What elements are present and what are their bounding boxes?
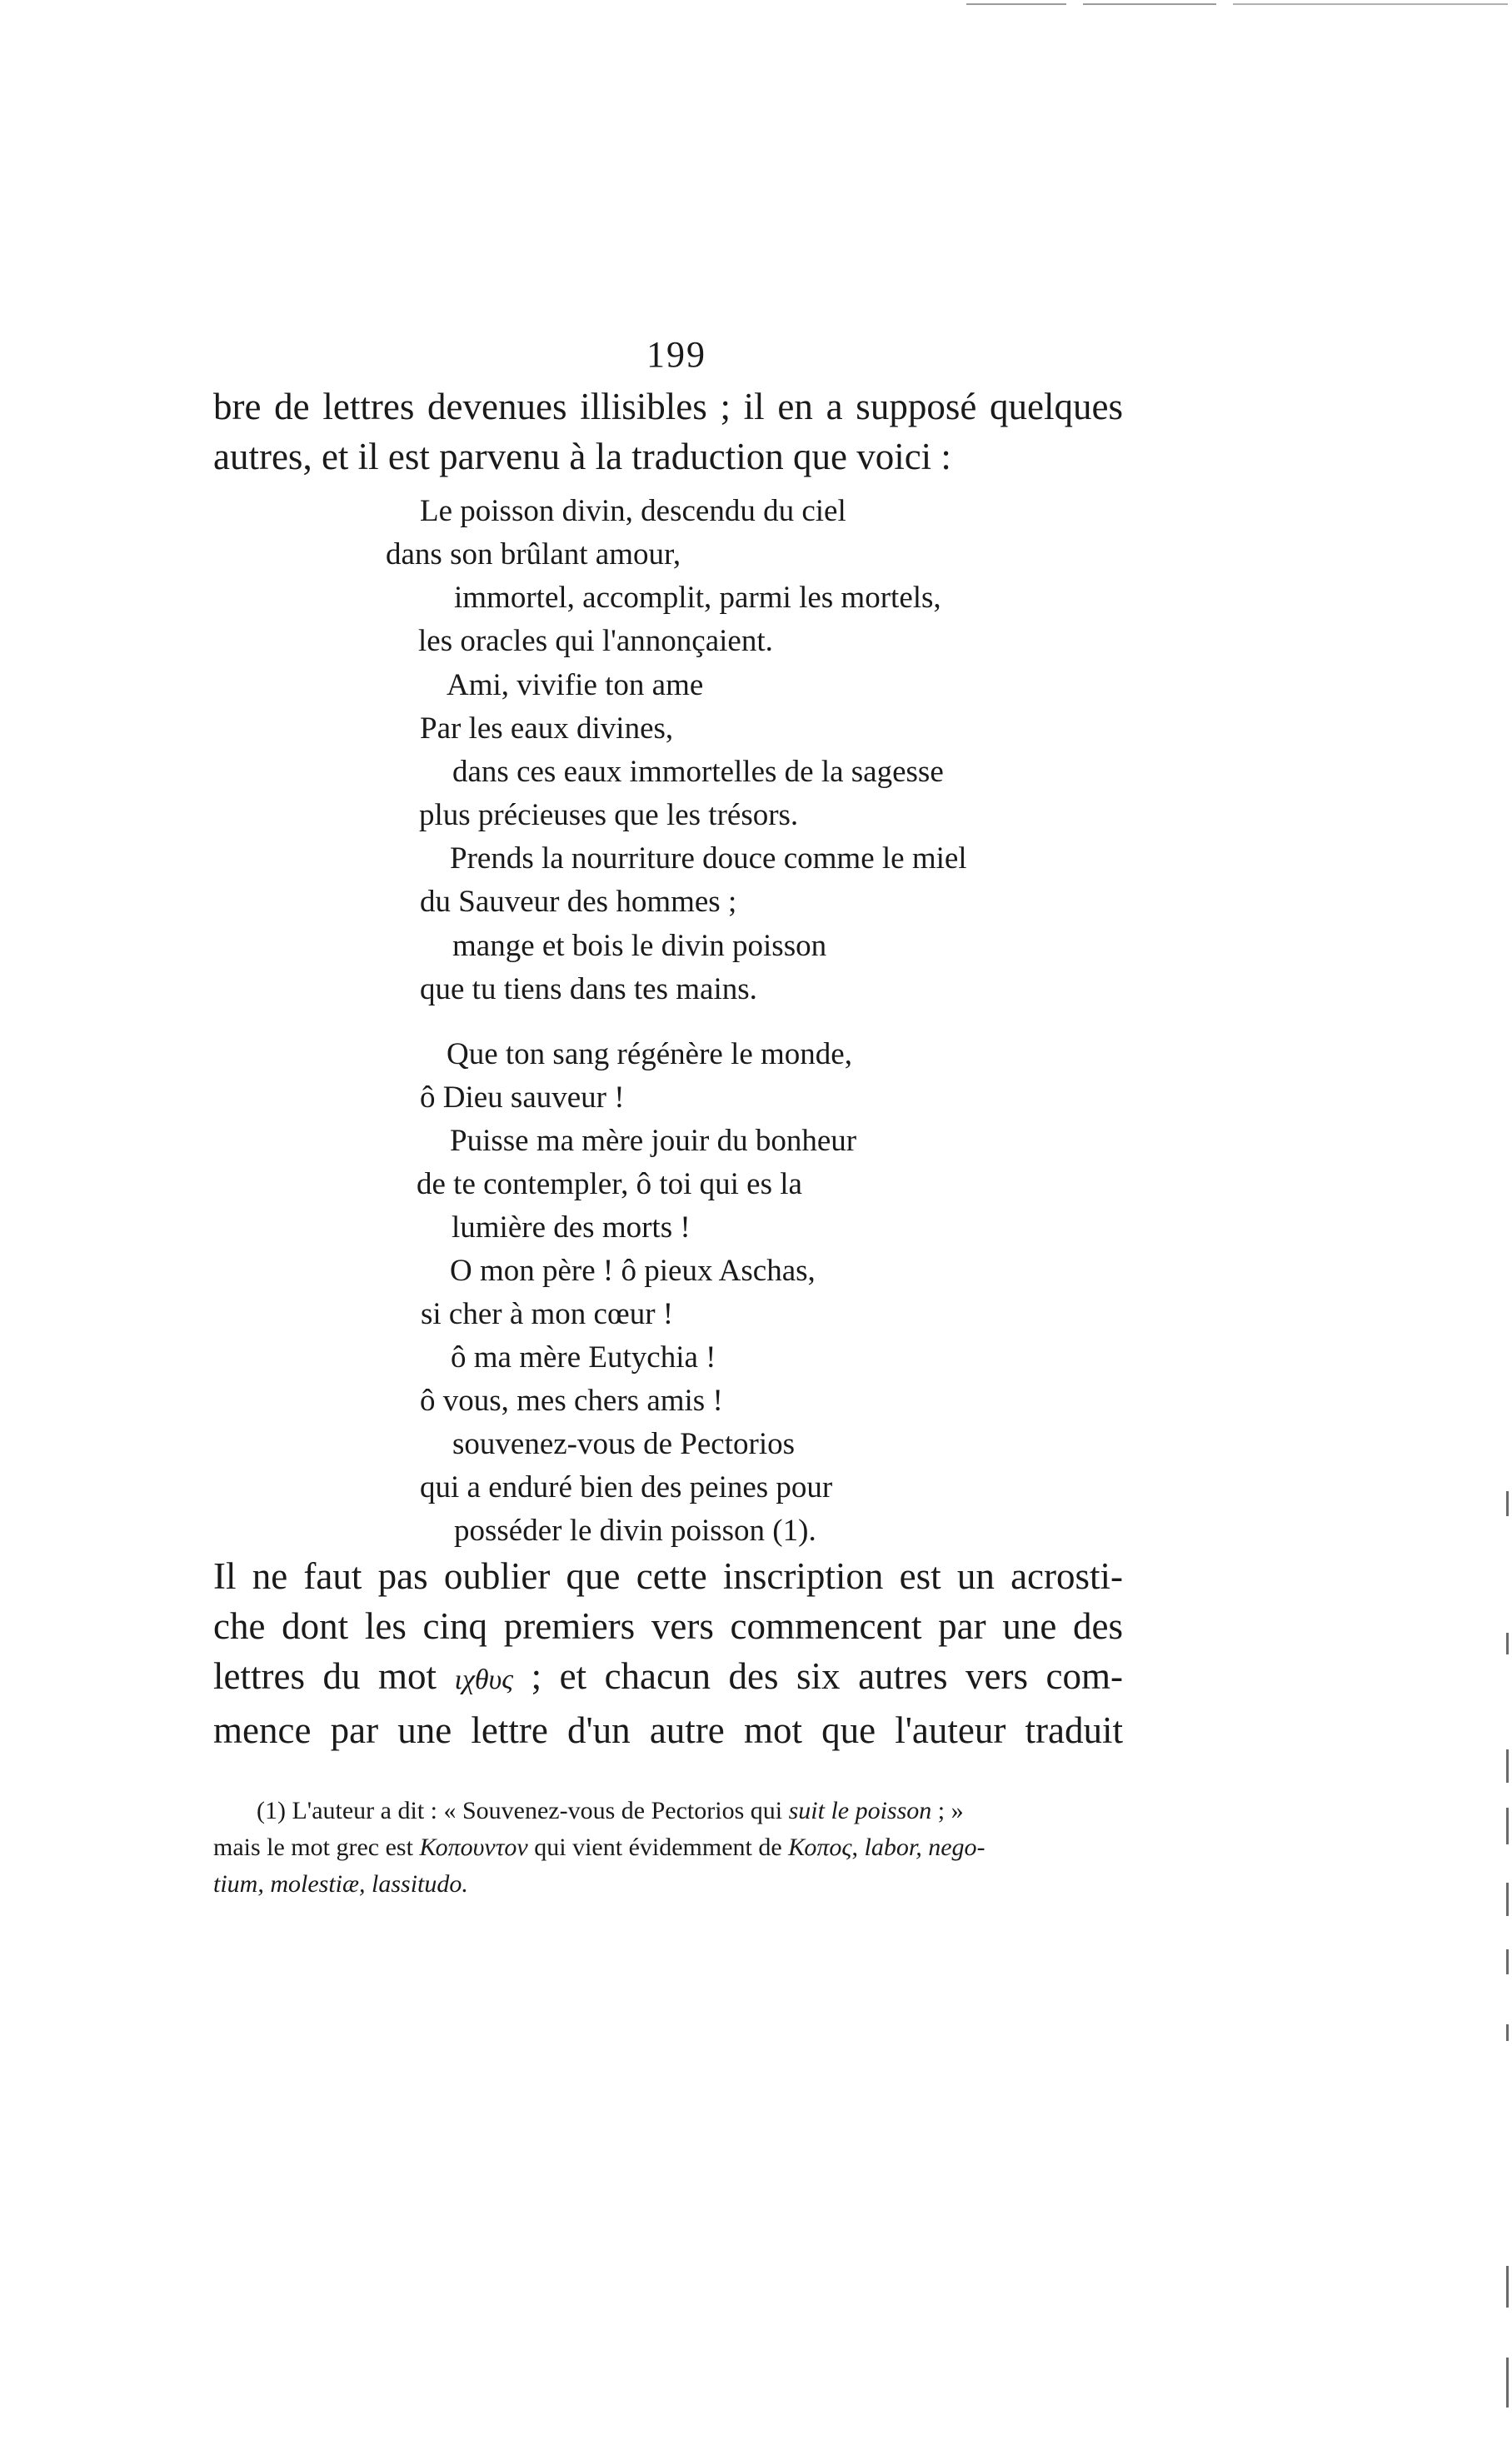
footnote-marker: (1) [257, 1797, 286, 1824]
scan-artifact [1506, 1749, 1509, 1783]
poem-line: lumière des morts ! [452, 1210, 691, 1245]
greek-word: Κοπουντον [419, 1834, 528, 1861]
body-line: che dont les cinq premiers vers commencent par une des [213, 1605, 1123, 1647]
footnote [213, 1793, 1121, 1903]
scan-artifact [1506, 1949, 1509, 1974]
poem-line: du Sauveur des hommes ; [420, 885, 737, 919]
footnote-text: , [851, 1834, 865, 1861]
poem-line: qui a enduré bien des peines pour [420, 1470, 833, 1504]
scan-artifact [1506, 2358, 1509, 2408]
poem-line: dans son brûlant amour, [386, 537, 681, 571]
poem-line: souvenez-vous de Pectorios [452, 1427, 796, 1461]
poem-line: de te contempler, ô toi qui es la [417, 1167, 802, 1201]
footnote-italic: labor, nego- [864, 1834, 986, 1861]
poem-line: Ami, vivifie ton ame [447, 668, 704, 702]
poem-line: Que ton sang régénère le monde, [447, 1037, 852, 1071]
scan-artifact [1083, 3, 1216, 5]
footnote-italic: suit le poisson [788, 1797, 932, 1824]
poem-line: immortel, accomplit, parmi les mortels, [454, 581, 941, 615]
scan-artifact [1506, 1883, 1509, 1916]
body-line: Il ne faut pas oublier que cette inscription est un acrosti- [213, 1555, 1123, 1597]
poem-line: O mon père ! ô pieux Aschas, [450, 1254, 816, 1288]
footnote-text: qui vient évidemment de [527, 1834, 789, 1861]
intro-paragraph [213, 382, 1123, 482]
poem-line: plus précieuses que les trésors. [419, 798, 799, 832]
footnote-text: ; » [931, 1797, 964, 1824]
intro-line: autres, et il est parvenu à la traduction que voici : [213, 436, 951, 477]
footnote-line [213, 1793, 1121, 1829]
scan-artifact [1506, 1491, 1509, 1516]
poem-line: ô vous, mes chers amis ! [420, 1384, 723, 1418]
scan-artifact [1233, 3, 1508, 5]
intro-line: bre de lettres devenues illisibles ; il en a supposé quelques [213, 386, 1123, 427]
poem-line: que tu tiens dans tes mains. [420, 972, 757, 1006]
poem-line: mange et bois le divin poisson [452, 929, 827, 963]
scan-artifact [1506, 2266, 1509, 2308]
poem-line: ô ma mère Eutychia ! [451, 1340, 716, 1375]
body-paragraph [213, 1551, 1123, 1755]
scan-artifact [1506, 1808, 1509, 1844]
body-line [213, 1651, 1123, 1705]
poem-line: Puisse ma mère jouir du bonheur [450, 1124, 857, 1158]
poem-line: dans ces eaux immortelles de la sagesse [452, 755, 944, 789]
body-line: mence par une lettre d'un autre mot que l'auteur traduit [213, 1709, 1123, 1751]
poem-line: ô Dieu sauveur ! [420, 1080, 625, 1115]
poem-line: Par les eaux divines, [420, 711, 674, 746]
poem-line: Le poisson divin, descendu du ciel [420, 494, 846, 528]
scan-artifact [1506, 2024, 1509, 2041]
body-text: lettres du mot [213, 1655, 455, 1697]
footnote-line [213, 1866, 1121, 1903]
scan-artifact [1506, 1633, 1509, 1654]
poem-line: si cher à mon cœur ! [421, 1297, 674, 1331]
footnote-line [213, 1829, 1121, 1866]
footnote-italic: tium, molestiæ, lassitudo. [213, 1870, 468, 1898]
footnote-text: mais le mot grec est [213, 1834, 420, 1861]
footnote-text: L'auteur a dit : « Souvenez-vous de Pectorios qui [285, 1797, 789, 1824]
greek-word: ιχθυς [454, 1664, 514, 1695]
poem-line: Prends la nourriture douce comme le miel [450, 841, 967, 876]
poem-line: les oracles qui l'annonçaient. [418, 624, 773, 658]
poem-line: posséder le divin poisson (1). [454, 1514, 816, 1548]
greek-word: Κοπος [788, 1834, 852, 1861]
scan-artifact [966, 3, 1066, 5]
body-text: ; et chacun des six autres vers com- [513, 1655, 1123, 1697]
page-number: 199 [646, 334, 706, 375]
